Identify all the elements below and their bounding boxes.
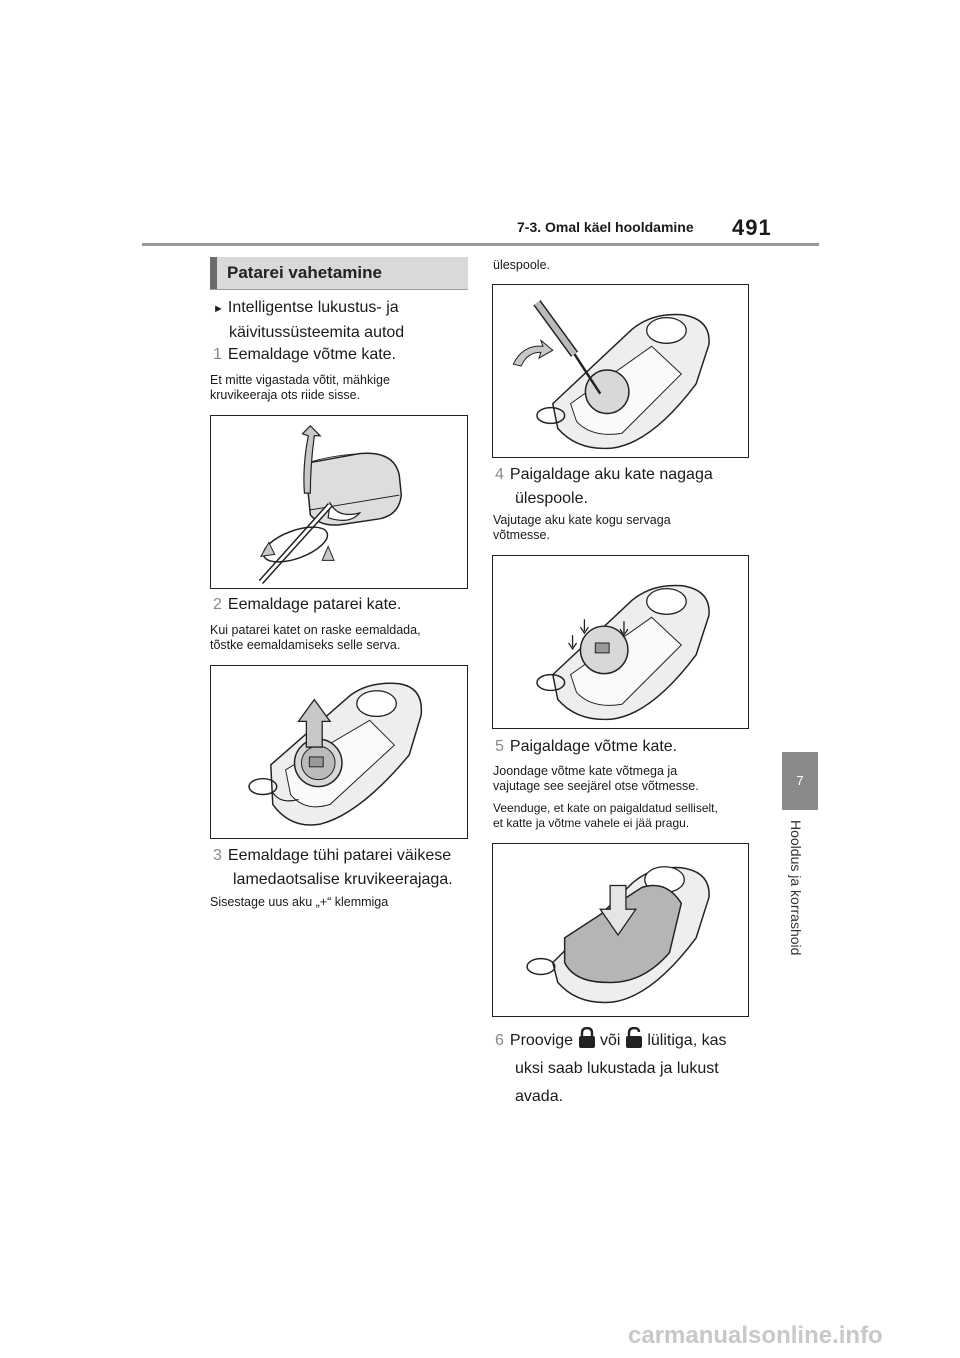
step-5-note2-line1: Veenduge, et kate on paigaldatud selliselt, xyxy=(493,801,718,815)
step-2-note xyxy=(210,623,421,653)
step-4-note-line2: võtmesse. xyxy=(493,528,550,542)
subhead-line1: Intelligentse lukustus- ja xyxy=(227,299,399,316)
step-2-text: Eemaldage patarei kate. xyxy=(227,596,402,613)
figure-install-battery-cover xyxy=(492,555,749,729)
step-5-note xyxy=(493,764,699,794)
figure-remove-key-cover xyxy=(210,415,468,589)
figure-remove-old-battery xyxy=(492,284,749,458)
step-3-line2: lamedaotsalise kruvikeerajaga. xyxy=(233,871,453,888)
step-5-note-line1: Joondage võtme kate võtmega ja xyxy=(493,764,678,778)
step-1-title xyxy=(213,343,396,367)
illustration-screwdriver-pry xyxy=(211,416,467,588)
subhead-arrow-icon: ► xyxy=(213,303,224,315)
step-3-title xyxy=(213,844,453,892)
step-5-note-2 xyxy=(493,801,718,831)
step-6-title xyxy=(495,1027,775,1109)
illustration-key-cover-press xyxy=(493,844,748,1016)
step-1-note xyxy=(210,373,390,403)
step-5-number: 5 xyxy=(495,738,504,755)
subhead xyxy=(213,296,473,345)
step-2-title xyxy=(213,593,401,617)
step-5-note2-line2: et katte ja võtme vahele ei jää pragu. xyxy=(493,816,690,830)
running-header: 7-3. Omal käel hooldamine xyxy=(517,219,694,235)
illustration-battery-cover-press xyxy=(493,556,748,728)
step-6-line3: avada. xyxy=(515,1088,564,1105)
step-2-number: 2 xyxy=(213,596,222,613)
step-5-title xyxy=(495,735,677,759)
chapter-number: 7 xyxy=(796,773,804,788)
step-6-text-a: Proovige xyxy=(509,1032,574,1049)
step-5-text: Paigaldage võtme kate. xyxy=(509,738,678,755)
step-3-note-continued: ülespoole. xyxy=(493,258,550,272)
step-1-text: Eemaldage võtme kate. xyxy=(227,346,396,363)
step-2-note-line1: Kui patarei katet on raske eemaldada, xyxy=(210,623,421,637)
step-6-line2: uksi saab lukustada ja lukust xyxy=(515,1060,719,1077)
step-4-note-line1: Vajutage aku kate kogu servaga xyxy=(493,513,671,527)
figure-install-key-cover xyxy=(492,843,749,1017)
step-4-note xyxy=(493,513,671,543)
step-3-line1: Eemaldage tühi patarei väikese xyxy=(227,847,452,864)
illustration-screwdriver-battery xyxy=(493,285,748,457)
header-rule xyxy=(142,243,819,246)
step-4-line2: ülespoole. xyxy=(515,490,588,507)
lock-closed-icon xyxy=(578,1027,596,1049)
footer-watermark: carmanualsonline.info xyxy=(628,1322,883,1349)
step-1-note-line1: Et mitte vigastada võtit, mähkige xyxy=(210,373,390,387)
step-4-line1: Paigaldage aku kate nagaga xyxy=(509,466,713,483)
step-6-number: 6 xyxy=(495,1032,504,1049)
chapter-title: Hooldus ja korrashoid xyxy=(788,820,804,956)
step-4-title xyxy=(495,463,713,511)
figure-remove-battery-cover xyxy=(210,665,468,839)
section-title xyxy=(210,257,468,289)
page-number: 491 xyxy=(732,215,772,240)
step-1-note-line2: kruvikeeraja ots riide sisse. xyxy=(210,388,361,402)
title-underline xyxy=(210,289,468,290)
section-title-text: Patarei vahetamine xyxy=(227,263,382,282)
lock-open-icon xyxy=(625,1027,643,1049)
step-3-note: Sisestage uus aku „+“ klemmiga xyxy=(210,895,389,909)
step-2-note-line2: tõstke eemaldamiseks selle serva. xyxy=(210,638,401,652)
step-3-number: 3 xyxy=(213,847,222,864)
step-4-number: 4 xyxy=(495,466,504,483)
illustration-battery-cover-lift xyxy=(211,666,467,838)
subhead-line2: käivitussüsteemita autod xyxy=(229,324,405,341)
step-1-number: 1 xyxy=(213,346,222,363)
chapter-tab xyxy=(782,752,818,810)
step-6-text-b: või xyxy=(599,1032,621,1049)
step-6-text-c: lülitiga, kas xyxy=(647,1032,727,1049)
step-5-note-line2: vajutage see seejärel otse võtmesse. xyxy=(493,779,699,793)
